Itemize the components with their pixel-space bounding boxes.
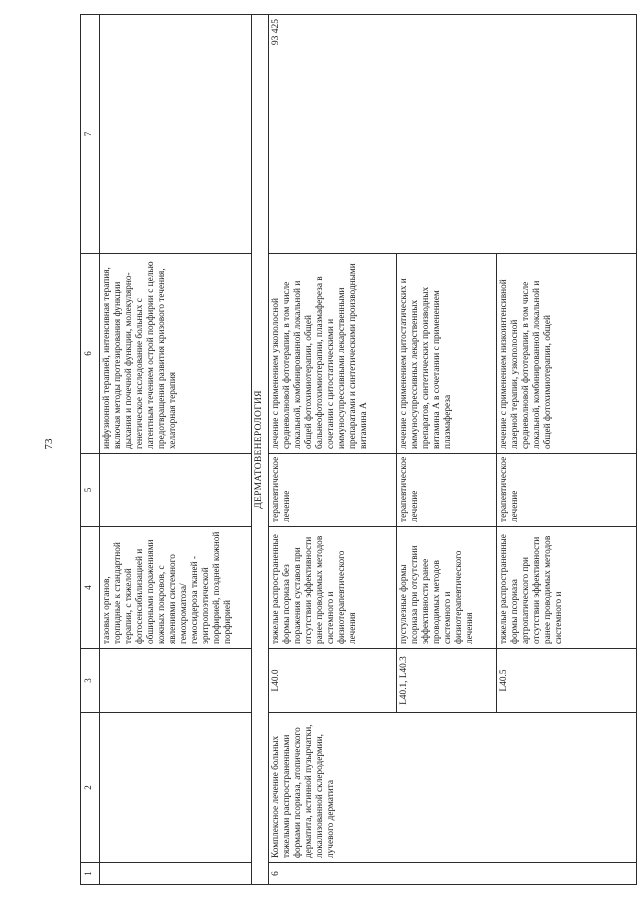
- cell-empty: [100, 454, 252, 527]
- continuation-row: [100, 15, 252, 885]
- column-header-6: 6: [81, 254, 100, 454]
- column-header-2: 2: [81, 713, 100, 863]
- cell-empty: [100, 713, 252, 863]
- cell-empty: [100, 15, 252, 254]
- price-value: 93 425: [269, 15, 637, 254]
- treatment-method: лечение с применением узкополосной средневолновой фототерапии, в том числе локальной, комбинированной локальной и общей фотохимиотерапии, общей бальнеофотохимиотерапии, плазмафереза в сочетании с цитостатическими и иммуносупрессивными лекарственными препаратами и синтетическими производными витамина А: [269, 254, 397, 454]
- continuation-patient-model: тазовых органов, торпидные к стандартной терапии, с тяжелой фотосенсибилизацией и обширными поражениями кожных покровов, с явлениями системного гемохроматоза/гемосидероза тканей - эритропоэтической порфирией, поздней кожной порфирией: [100, 527, 252, 649]
- procedures-table: [80, 14, 637, 885]
- treatment-type: терапевтическое лечение: [397, 454, 497, 527]
- column-header-5: 5: [81, 454, 100, 527]
- rotated-table-area: [80, 15, 640, 885]
- group-number: 6: [269, 863, 637, 885]
- treatment-method: лечение с применением низкоинтенсивной лазерной терапии, узкополосной средневолновой фототерапии, в том числе локальной, комбинированной локальной и общей фотохимиотерапии, общей: [497, 254, 637, 454]
- continuation-treatment: инфузионной терапией, интенсивная терапия, включая методы протезирования функции дыхания и почечной функции, молекулярно-генетическое исследование больных с латентным течением острой порфирии с целью предотвращения развития кризового течения, хелаторная терапия: [100, 254, 252, 454]
- cell-empty: [100, 863, 252, 885]
- treatment-method: лечение с применением цитостатических и иммуносупрессивных лекарственных препаратов, синтетических производных витамина А в сочетании с применением плазмафереза: [397, 254, 497, 454]
- patient-model: пустулезные формы псориаза при отсутствии эффективности ранее проводимых методов системного и физиотерапевтического лечения: [397, 527, 497, 649]
- treatment-type: терапевтическое лечение: [269, 454, 397, 527]
- column-header-row: [81, 15, 100, 885]
- patient-model: тяжелые распространенные формы псориаза без поражения суставов при отсутствии эффективности ранее проводимых методов системного и физиотерапевтического лечения: [269, 527, 397, 649]
- section-title: ДЕРМАТОВЕНЕРОЛОГИЯ: [252, 15, 269, 885]
- cell-empty: [100, 649, 252, 713]
- patient-model: тяжелые распространенные формы псориаза артропатического при отсутствии эффективности ранее проводимых методов системного и: [497, 527, 637, 649]
- page-number: 73: [43, 438, 55, 450]
- mkb-code: L40.1, L40.3: [397, 649, 497, 713]
- column-header-7: 7: [81, 15, 100, 254]
- mkb-code: L40.0: [269, 649, 397, 713]
- column-header-1: 1: [81, 863, 100, 885]
- mkb-code: L40.5: [497, 649, 637, 713]
- column-header-4: 4: [81, 527, 100, 649]
- treatment-type: терапевтическое лечение: [497, 454, 637, 527]
- table-row: [269, 15, 397, 885]
- section-row: [252, 15, 269, 885]
- group-name: Комплексное лечение больных тяжелыми распространенными формами псориаза, атопического дерматита, истинной пузырчатки, локализованной склеродермии, лучевого дерматита: [269, 713, 637, 863]
- column-header-3: 3: [81, 649, 100, 713]
